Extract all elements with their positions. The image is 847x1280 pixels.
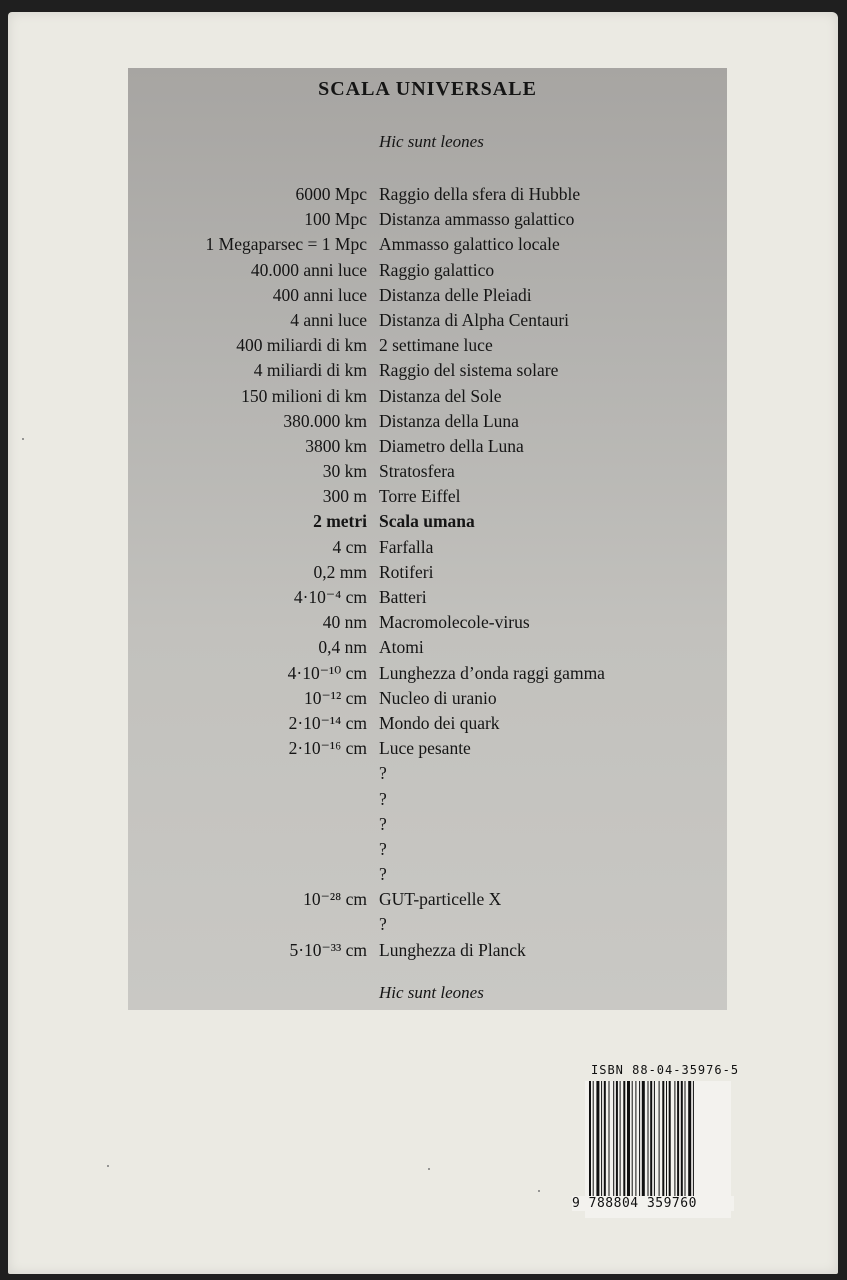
scale-description: Raggio del sistema solare [379,360,559,381]
scale-size: 5·10⁻³³ cm [289,939,367,960]
scale-description: Luce pesante [379,738,471,759]
motto-top: Hic sunt leones [379,132,484,151]
barcode-bar [627,1081,630,1197]
scale-size: 400 anni luce [272,284,367,305]
scale-row [128,358,727,383]
scale-row [128,258,727,283]
barcode-bar [693,1081,694,1197]
scale-description: Stratosfera [379,461,455,482]
scale-description: Lunghezza d’onda raggi gamma [379,662,605,683]
scale-row [128,585,727,610]
scale-description: Nucleo di uranio [379,687,497,708]
barcode-bar [596,1081,599,1197]
scale-row [128,308,727,333]
barcode-bar [688,1081,691,1197]
scale-row [128,887,727,912]
scale-row [128,409,727,434]
scale-row [128,912,727,937]
scale-row [128,837,727,862]
cover-speck [22,438,24,440]
barcode-bar [642,1081,645,1197]
cover-speck [107,1165,109,1167]
barcode-bars [585,1081,731,1197]
barcode-bar [635,1081,636,1197]
scale-size: 380.000 km [283,410,367,431]
barcode-bar [632,1081,633,1197]
barcode-digits: 9 788804 359760 [572,1196,734,1211]
panel-title: SCALA UNIVERSALE [318,78,537,100]
scale-size: 0,2 mm [313,561,367,582]
cover-speck [538,1190,540,1192]
scale-size: 10⁻¹² cm [304,687,367,708]
scale-row [128,686,727,711]
scale-size: 400 miliardi di km [236,335,367,356]
scale-description: Mondo dei quark [379,712,500,733]
scale-description: ? [379,813,387,834]
scale-row [128,736,727,761]
barcode-bar [650,1081,652,1197]
barcode-bar [685,1081,686,1197]
scale-row [128,610,727,635]
scale-size: 4 miliardi di km [253,360,367,381]
scale-size: 30 km [322,461,367,482]
scale-size: 100 Mpc [304,209,367,230]
scale-row [128,207,727,232]
scale-description: Farfalla [379,536,434,557]
scale-row [128,459,727,484]
barcode-bar [654,1081,655,1197]
barcode-bar [659,1081,660,1197]
barcode-bar [601,1081,602,1197]
scale-row [128,812,727,837]
scale-size: 2 metri [313,511,367,532]
scale-row [128,560,727,585]
scale-size: 10⁻²⁸ cm [303,889,367,910]
barcode-bar [674,1081,675,1197]
scale-description: Diametro della Luna [379,435,524,456]
scale-description: Scala umana [379,511,475,532]
barcode-bar [609,1081,610,1197]
scale-size: 6000 Mpc [295,184,367,204]
scale-size: 4·10⁻⁴ cm [293,587,367,607]
scale-description: Distanza ammasso galattico [379,209,575,230]
barcode-bar [604,1081,606,1197]
scale-row [128,761,727,786]
scale-row [128,333,727,358]
scale-row [128,509,727,534]
scale-row [128,938,727,963]
scale-size: 4 cm [332,536,367,557]
scale-size: 2·10⁻¹⁶ cm [288,738,367,759]
isbn-label: ISBN 88-04-35976-5 [591,1063,740,1077]
scale-size: 0,4 nm [318,637,367,658]
scale-description: Distanza della Luna [379,410,519,431]
scale-description: ? [379,864,387,885]
scale-size: 2·10⁻¹⁴ cm [288,712,367,733]
scale-description: Atomi [379,637,424,658]
scale-row [128,711,727,736]
scale-row [128,635,727,660]
scale-row [128,661,727,686]
scale-description: Macromolecole-virus [379,612,530,633]
scale-row [128,484,727,509]
scale-description: Lunghezza di Planck [379,939,526,960]
barcode-bar [639,1081,640,1197]
scale-description: Distanza delle Pleiadi [379,284,532,305]
scale-row [128,384,727,409]
scale-row [128,283,727,308]
scale-size: 4·10⁻¹⁰ cm [287,662,367,683]
scale-description: Distanza di Alpha Centauri [379,309,570,330]
scale-list [128,182,727,963]
barcode-bar [669,1081,671,1197]
motto-bottom: Hic sunt leones [379,983,484,1002]
scale-description: Raggio della sfera di Hubble [379,184,581,204]
scale-size: 4 anni luce [290,309,367,330]
scale-row [128,232,727,257]
scale-size: 40.000 anni luce [250,259,367,280]
barcode-bar [616,1081,618,1197]
barcode-bar [681,1081,683,1197]
barcode-bar [662,1081,664,1197]
barcode-bar [593,1081,594,1197]
scale-size: 3800 km [305,435,367,456]
barcode-bar [648,1081,649,1197]
scale-description: Raggio galattico [379,259,495,280]
scale-description: ? [379,788,387,809]
scale-size: 1 Megaparsec = 1 Mpc [205,234,367,255]
scale-size: 300 m [322,486,367,507]
barcode-bar [589,1081,591,1197]
scale-description: ? [379,838,387,859]
scale-size: 150 milioni di km [241,385,367,406]
scale-description: Distanza del Sole [379,385,502,406]
scale-row [128,182,727,207]
scale-description: Rotiferi [379,561,434,582]
scale-description: ? [379,763,387,784]
scale-description: Batteri [379,587,427,607]
scale-description: Ammasso galattico locale [379,234,560,255]
barcode-bar [666,1081,667,1197]
scale-description: ? [379,914,387,935]
cover-speck [428,1168,430,1170]
scale-description: Torre Eiffel [379,486,461,507]
scale-panel [128,68,727,1010]
scale-size: 40 nm [322,612,367,633]
scale-description: GUT-particelle X [379,889,502,910]
barcode-bar [677,1081,679,1197]
scale-description: 2 settimane luce [379,335,493,356]
barcode-bar [620,1081,621,1197]
scale-row [128,862,727,887]
barcode-bar [623,1081,625,1197]
scale-row [128,535,727,560]
barcode-bar [613,1081,614,1197]
scale-row [128,787,727,812]
scale-row [128,434,727,459]
